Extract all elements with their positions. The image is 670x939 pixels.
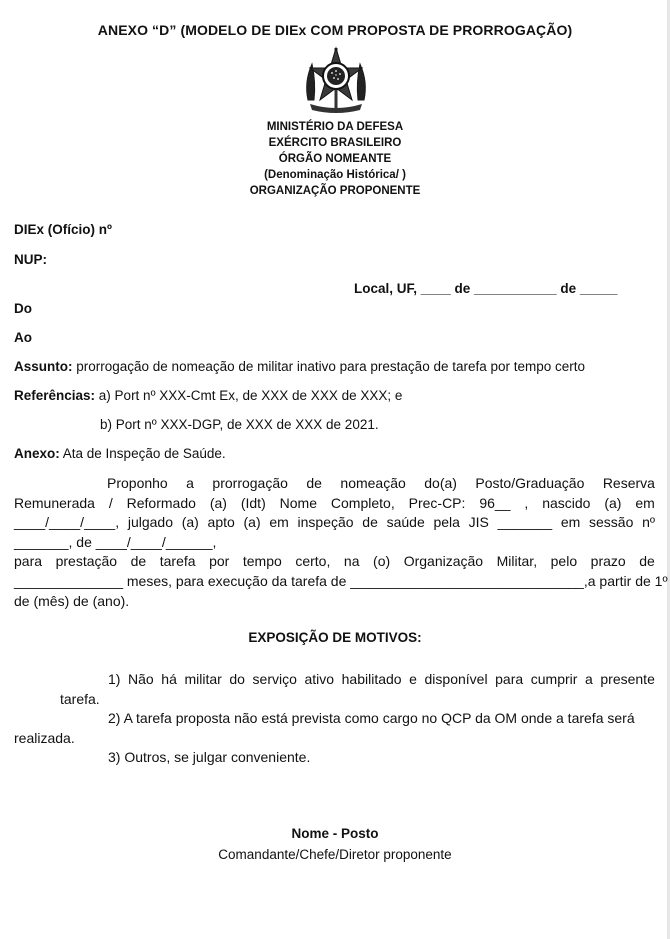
body-line-1 (107, 474, 655, 494)
body-word: 96__ (479, 494, 511, 511)
body-word: ____/____/____, (14, 514, 120, 531)
body-line-7 (14, 592, 655, 612)
header-orgao: ÓRGÃO NOMEANTE (278, 153, 392, 165)
body-word: Militar, (496, 553, 538, 570)
body-word: Reserva (602, 475, 655, 491)
body-word: nascido (542, 494, 591, 511)
body-word: nomeação (340, 475, 406, 491)
body-line-6 (14, 572, 668, 592)
body-paragraph (14, 474, 668, 611)
assunto-text: prorrogação de nomeação de militar inativo para prestação de tarefa por tempo certo (72, 359, 586, 374)
ao-label: Ao (14, 330, 32, 345)
body-word: _______ (497, 514, 553, 531)
body-word: prestação (55, 553, 118, 570)
header-ministerio: MINISTÉRIO DA DEFESA (266, 121, 404, 133)
motivo-word: há (161, 671, 177, 687)
body-word: de (306, 475, 322, 491)
body-word: a (186, 475, 194, 491)
motivo-2-line: 2) A tarefa proposta não está prevista como cargo no QCP da OM onde a tarefa será (108, 710, 635, 727)
header-organizacao: ORGANIZAÇÃO PROPONENTE (249, 185, 421, 197)
body-word: em (269, 514, 289, 531)
body-word: / (108, 494, 113, 511)
body-word: na (343, 553, 360, 570)
body-word: inspeção (297, 514, 354, 531)
body-word: Completo, (330, 494, 395, 511)
body-word: Organização (403, 553, 484, 570)
body-line-2 (14, 494, 655, 514)
body-word: de (639, 553, 655, 570)
body-word: prorrogação (212, 475, 288, 491)
diex-label: DIEx (Ofício) nº (14, 222, 112, 237)
body-word: , (524, 494, 529, 511)
motivo-word: e (409, 671, 417, 687)
referencia-a: a) Port nº XXX-Cmt Ex, de XXX de XXX de XXX; e (95, 388, 403, 403)
motivo-1-line (108, 670, 655, 690)
referencias-line (14, 388, 402, 403)
motivo-1-cont: tarefa. (60, 690, 100, 707)
body-word: a partir de 1º (587, 572, 668, 589)
motivo-3-line: 3) Outros, se julgar conveniente. (108, 749, 311, 766)
body-word: _______, de ____/____/______, (14, 533, 217, 550)
body-word: tarefa (159, 553, 196, 570)
body-line-5 (14, 552, 655, 572)
body-word: sessão (589, 514, 634, 531)
body-word: de (362, 514, 378, 531)
motivo-word: militar (184, 671, 222, 687)
motivo-word: cumprir (530, 671, 578, 687)
body-word: Reformado (126, 494, 196, 511)
body-word: por (209, 553, 230, 570)
motivo-word: habilitado (341, 671, 402, 687)
body-word: para (14, 553, 43, 570)
header-denominacao: (Denominação Histórica/ ) (264, 169, 406, 181)
body-word: Nome (279, 494, 317, 511)
assunto-label: Assunto: (14, 359, 73, 374)
coat-of-arms-emblem (300, 42, 372, 116)
body-word: pelo (550, 553, 578, 570)
body-word: de (130, 553, 147, 570)
body-word: Proponho (107, 475, 168, 491)
body-line-3 (14, 513, 655, 533)
motivos-section (14, 670, 655, 768)
signature-name: Nome - Posto (291, 826, 379, 841)
motivo-word: Não (128, 671, 154, 687)
body-word: de (mês) de (ano). (14, 592, 130, 609)
body-word: do(a) (424, 475, 457, 491)
do-label: Do (14, 301, 32, 316)
anexo-text: Ata de Inspeção de Saúde. (59, 446, 226, 461)
body-word: JIS (468, 514, 489, 531)
body-word: (a) (243, 514, 261, 531)
exposicao-title: EXPOSIÇÃO DE MOTIVOS: (248, 630, 422, 645)
body-word: (o) (373, 553, 391, 570)
header-exercito: EXÉRCITO BRASILEIRO (268, 137, 402, 149)
motivo-2-cont: realizada. (14, 729, 75, 746)
referencia-b: b) Port nº XXX-DGP, de XXX de XXX de 2021. (100, 417, 379, 432)
body-word: Remunerada (14, 494, 95, 511)
body-word: em (635, 494, 655, 511)
motivo-word: ativo (304, 671, 335, 687)
body-word: (a) (604, 494, 622, 511)
signature-role: Comandante/Chefe/Diretor proponente (218, 847, 452, 862)
body-word: nº (642, 514, 655, 531)
body-word: julgado (127, 514, 173, 531)
body-word: ______________ meses, para execução da tarefa de ______________________________, (14, 572, 588, 589)
motivo-word: para (495, 671, 524, 687)
body-word: (a) (181, 514, 199, 531)
body-word: (a) (209, 494, 227, 511)
body-word: Posto/Graduação (475, 475, 585, 491)
body-word: tempo (242, 553, 282, 570)
body-word: pela (433, 514, 460, 531)
motivo-word: presente (600, 671, 655, 687)
motivo-word: disponível (424, 671, 488, 687)
anexo-line (14, 446, 226, 461)
local-date-line: Local, UF, ____ de ___________ de _____ (354, 281, 618, 296)
motivo-word: 1) (108, 671, 121, 687)
referencias-label: Referências: (14, 388, 96, 403)
body-word: saúde (386, 514, 425, 531)
body-word: certo, (295, 553, 331, 570)
motivo-word: do (229, 671, 245, 687)
anexo-label: Anexo: (14, 446, 60, 461)
assunto-line (14, 359, 585, 374)
motivo-word: a (585, 671, 593, 687)
motivo-word: serviço (252, 671, 297, 687)
document-title: ANEXO “D” (MODELO DE DIEx COM PROPOSTA DE PRORROGAÇÃO) (97, 22, 573, 38)
body-line-4 (14, 533, 655, 553)
body-word: Prec-CP: (408, 494, 466, 511)
body-word: prazo (590, 553, 626, 570)
body-word: apto (207, 514, 235, 531)
body-word: (Idt) (240, 494, 266, 511)
nup-label: NUP: (14, 252, 47, 267)
body-word: em (560, 514, 581, 531)
